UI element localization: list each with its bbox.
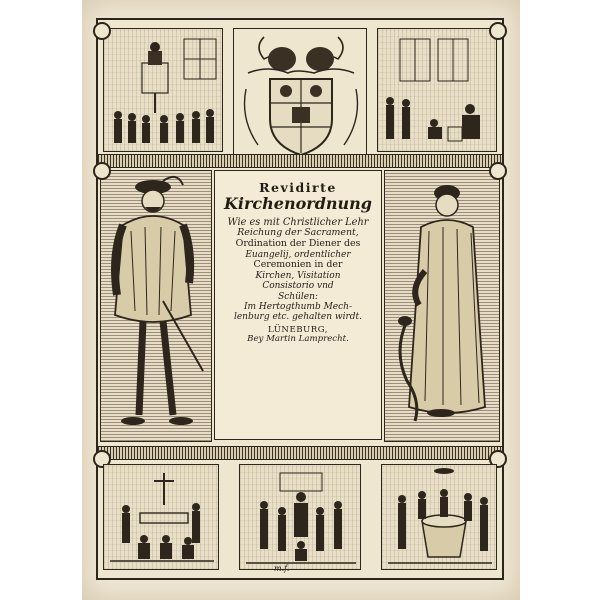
imprint-place: LÜNEBURG,	[267, 324, 329, 335]
title-line-1: Revidirte	[259, 180, 337, 195]
upper-hatched-band	[98, 154, 502, 168]
title-line-11: Im Hertogthumb Mech-	[243, 301, 352, 312]
reformer-portrait-niche	[384, 170, 500, 442]
engraver-signature: m.f.	[274, 564, 290, 573]
sermon-scene-panel	[103, 28, 223, 152]
baptism-scene-panel	[381, 464, 497, 570]
title-line-2: Kirchenordnung	[224, 194, 372, 214]
title-line-9: Consistorio vnd	[262, 281, 334, 292]
duke-portrait-niche	[100, 170, 212, 442]
scroll-ornament-mid-left	[93, 162, 111, 180]
imprint-printer: Bey Martin Lamprecht.	[247, 334, 349, 345]
scroll-ornament-top-left	[93, 22, 111, 40]
title-line-5: Ordination der Diener des	[235, 237, 361, 249]
title-line-4: Reichung der Sacrament,	[237, 227, 359, 239]
title-line-7: Ceremonien in der	[253, 259, 343, 270]
title-line-6: Euangelij, ordentlicher	[245, 249, 351, 260]
title-line-3: Wie es mit Christlicher Lehr	[227, 216, 369, 228]
title-line-8: Kirchen, Visitation	[255, 270, 341, 281]
confession-scene-panel	[377, 28, 497, 152]
lower-hatched-band	[98, 446, 502, 460]
ordination-scene-panel	[239, 464, 361, 570]
title-text-panel	[214, 170, 382, 440]
scroll-ornament-mid-right	[489, 162, 507, 180]
coat-of-arms-panel	[233, 28, 367, 162]
scroll-ornament-top-right	[489, 22, 507, 40]
title-line-12: lenburg etc. gehalten wirdt.	[233, 312, 363, 323]
title-line-10: Schülen:	[278, 291, 318, 302]
communion-scene-panel	[103, 464, 219, 570]
